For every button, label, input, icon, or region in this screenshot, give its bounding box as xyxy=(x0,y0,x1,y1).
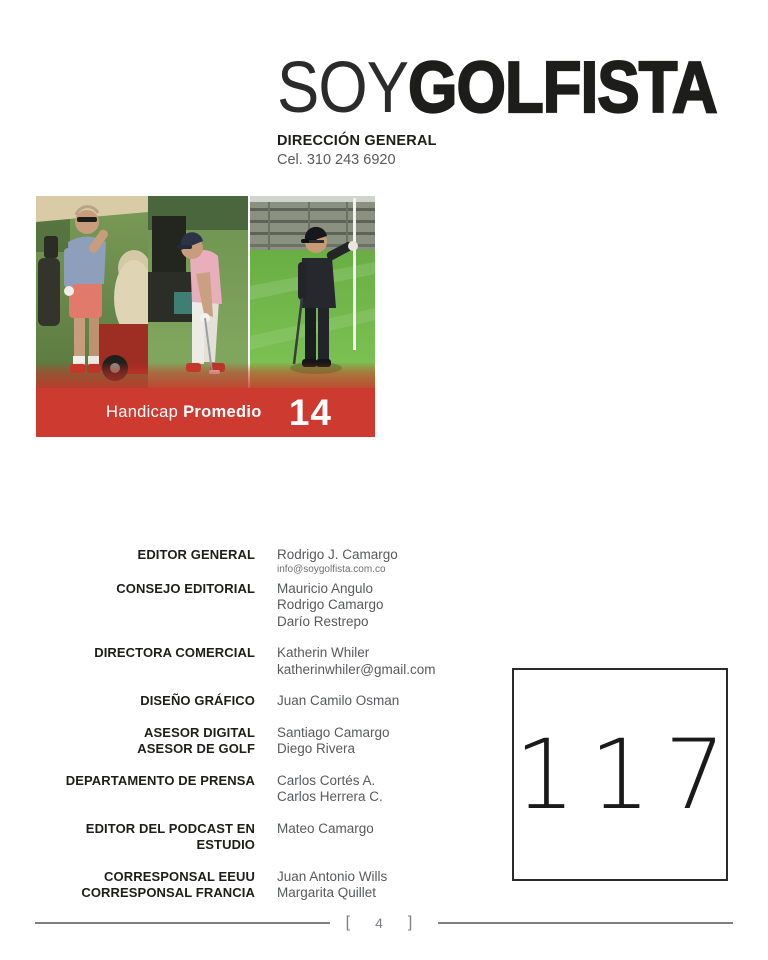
handicap-label: Handicap xyxy=(106,403,179,421)
direccion-phone: Cel. 310 243 6920 xyxy=(277,152,396,168)
credit-values xyxy=(277,581,384,631)
credit-values xyxy=(277,547,398,576)
handicap-label-bold: Promedio xyxy=(183,403,262,421)
credit-person-name: Mauricio Angulo xyxy=(277,580,374,596)
credit-email-small: info@soygolfista.com.co xyxy=(277,563,386,575)
credit-row xyxy=(40,821,470,854)
credit-person-name: Carlos Cortés A. xyxy=(277,772,376,788)
magazine-logo xyxy=(277,48,717,128)
footer xyxy=(0,912,768,934)
credit-person-name: Rodrigo J. Camargo xyxy=(277,547,398,562)
logo-word-soy: SOY xyxy=(277,48,409,128)
credit-role-labels xyxy=(40,581,255,631)
credit-row xyxy=(40,645,470,678)
credit-role-labels xyxy=(40,869,255,902)
credit-role-label: CORRESPONSAL EEUU xyxy=(104,868,255,884)
footer-bracket-close: ] xyxy=(407,914,413,931)
direccion-general-title: DIRECCIÓN GENERAL xyxy=(277,133,437,149)
credits-list xyxy=(40,547,470,917)
credit-role-label: CORRESPONSAL FRANCIA xyxy=(81,885,255,900)
credit-person-name: Carlos Herrera C. xyxy=(277,789,383,804)
handicap-value: 14 xyxy=(288,391,332,433)
credit-role-label: DIRECTORA COMERCIAL xyxy=(94,645,255,660)
credit-values xyxy=(277,725,390,758)
credit-role-labels xyxy=(40,725,255,758)
credit-role-label: EDITOR DEL PODCAST EN ESTUDIO xyxy=(85,820,255,852)
credit-person-name: katherinwhiler@gmail.com xyxy=(277,661,436,677)
credit-person-name: Santiago Camargo xyxy=(277,724,390,740)
credit-values xyxy=(277,869,387,902)
issue-number: 117 xyxy=(514,718,740,831)
credit-row xyxy=(40,693,470,710)
credit-role-label: CONSEJO EDITORIAL xyxy=(116,580,255,596)
photo-card xyxy=(36,196,375,437)
credit-role-labels xyxy=(40,821,255,854)
credit-row xyxy=(40,725,470,758)
credit-role-labels xyxy=(40,645,255,678)
credit-values xyxy=(277,773,383,806)
credit-person-name: Mateo Camargo xyxy=(277,820,374,836)
credit-role-labels xyxy=(40,773,255,806)
masthead xyxy=(277,48,768,168)
credit-row xyxy=(40,581,470,631)
golfer-with-flagstick-photo xyxy=(250,196,375,388)
credit-role-labels xyxy=(40,693,255,710)
credit-role-labels xyxy=(40,547,255,576)
golfer-on-cart-photo xyxy=(36,196,148,388)
issue-box xyxy=(512,668,740,881)
footer-page-number: 4 xyxy=(375,915,383,931)
credit-person-name: Margarita Quillet xyxy=(277,885,377,900)
credit-role-label: ASESOR DE GOLF xyxy=(137,741,255,756)
credit-row xyxy=(40,773,470,806)
footer-line-right xyxy=(438,922,733,924)
credit-row xyxy=(40,547,470,576)
credit-role-label: DEPARTAMENTO DE PRENSA xyxy=(65,772,255,788)
credit-role-label: ASESOR DIGITAL xyxy=(144,724,255,740)
golfer-swinging-photo xyxy=(148,196,248,388)
credit-person-name: Katherin Whiler xyxy=(277,645,370,660)
photo-collage xyxy=(36,196,375,388)
credit-person-name: Darío Restrepo xyxy=(277,613,369,629)
credit-values xyxy=(277,645,436,678)
credit-role-label: DISEÑO GRÁFICO xyxy=(140,693,255,708)
handicap-band xyxy=(36,388,375,437)
footer-line-left xyxy=(35,922,330,924)
credit-values xyxy=(277,693,399,710)
credit-role-label: EDITOR GENERAL xyxy=(137,547,255,562)
footer-bracket-open: [ xyxy=(345,914,351,931)
credit-person-name: Juan Antonio Wills xyxy=(277,868,388,884)
logo-word-golfista: GOLFISTA xyxy=(408,48,717,128)
credit-values xyxy=(277,821,374,854)
credit-person-name: Juan Camilo Osman xyxy=(277,693,400,708)
credit-person-name: Rodrigo Camargo xyxy=(277,597,384,612)
credit-row xyxy=(40,869,470,902)
credit-person-name: Diego Rivera xyxy=(277,741,356,756)
